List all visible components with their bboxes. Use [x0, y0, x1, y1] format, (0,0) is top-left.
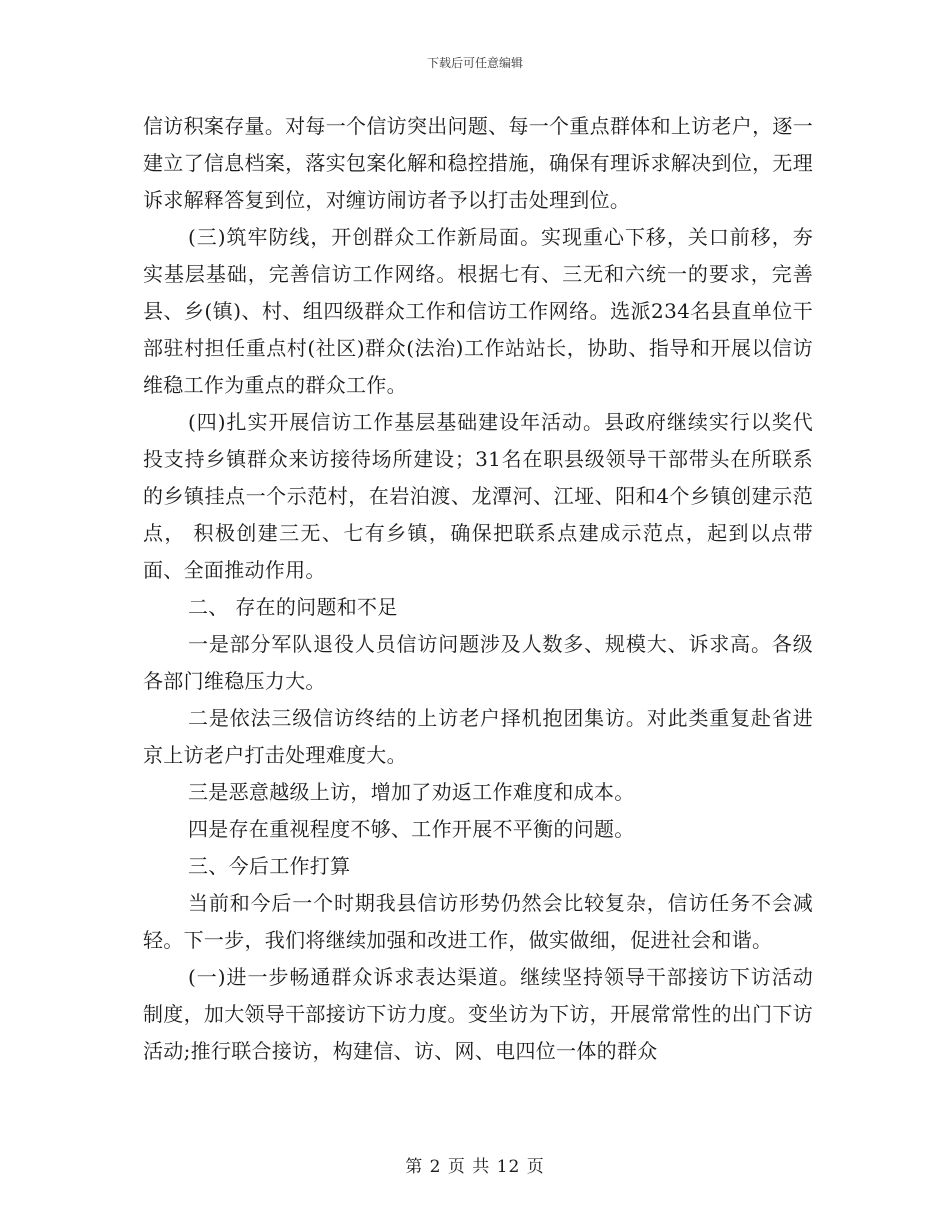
paragraph-issue-3: 三是恶意越级上访，增加了劝返工作难度和成本。 — [188, 780, 635, 804]
paragraph-1: 信访积案存量。对每一个信访突出问题、每一个重点群体和上访老户，逐一建立了信息档案，落实包案化解和稳控措施，确保有理诉求解决到位，无理诉求解释答复到位，对缠访闹访者予以打击处理到位。 — [143, 114, 813, 212]
section-heading-3: 三、今后工作打算 — [188, 854, 351, 878]
page-number: 第 2 页 共 12 页 — [405, 1157, 545, 1177]
document-body — [143, 108, 813, 1070]
page-header: 下载后可任意编辑 — [426, 56, 523, 70]
paragraph-2: (三)筑牢防线，开创群众工作新局面。实现重心下移，关口前移，夯实基层基础，完善信访工作网络。根据七有、三无和六统一的要求，完善县、乡(镇)、村、组四级群众工作和信访工作网络。选派234名县直单位干部驻村担任重点村(社区)群众(法治)工作站站长，协助、指导和开展以信访维稳工作为重点的群众工作。 — [143, 225, 813, 397]
paragraph-plan-1: (一)进一步畅通群众诉求表达渠道。继续坚持领导干部接访下访活动制度，加大领导干部接访下访力度。变坐访为下访，开展常常性的出门下访活动;推行联合接访，构建信、访、网、电四位一体的群众 — [143, 965, 813, 1063]
paragraph-issue-1: 一是部分军队退役人员信访问题涉及人数多、规模大、诉求高。各级各部门维稳压力大。 — [143, 632, 813, 693]
paragraph-plan-intro: 当前和今后一个时期我县信访形势仍然会比较复杂，信访任务不会减轻。下一步，我们将继续加强和改进工作，做实做细，促进社会和谐。 — [143, 891, 813, 952]
paragraph-issue-2: 二是依法三级信访终结的上访老户择机抱团集访。对此类重复赴省进京上访老户打击处理难度大。 — [143, 706, 813, 767]
paragraph-3: (四)扎实开展信访工作基层基础建设年活动。县政府继续实行以奖代投支持乡镇群众来访接待场所建设；31名在职县级领导干部带头在所联系的乡镇挂点一个示范村，在岩泊渡、龙潭河、江垭、阳和4个乡镇创建示范点， 积极创建三无、七有乡镇，确保把联系点建成示范点，起到以点带面、全面推动作用。 — [143, 410, 813, 582]
section-heading-2: 二、 存在的问题和不足 — [188, 595, 398, 619]
paragraph-issue-4: 四是存在重视程度不够、工作开展不平衡的问题。 — [188, 817, 635, 841]
